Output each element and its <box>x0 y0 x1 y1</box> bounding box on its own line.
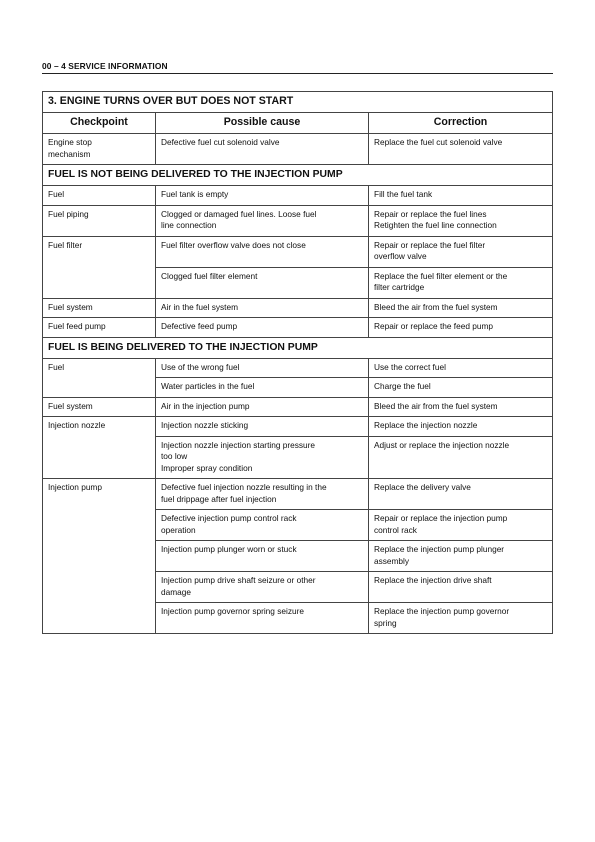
cause-cell: Injection pump drive shaft seizure or other damage <box>156 572 369 603</box>
table-row <box>43 479 553 510</box>
cause-cell: Injection pump governor spring seizure <box>156 603 369 634</box>
cause-cell: Defective fuel injection nozzle resulting in the fuel drippage after fuel injection <box>156 479 369 510</box>
column-header-row <box>43 113 553 134</box>
cause-cell: Fuel filter overflow valve does not close <box>156 236 369 267</box>
table-row <box>43 298 553 318</box>
correction-cell: Replace the fuel filter element or the filter cartridge <box>369 267 553 298</box>
correction-cell: Charge the fuel <box>369 378 553 398</box>
correction-cell: Use the correct fuel <box>369 358 553 378</box>
section-title: FUEL IS NOT BEING DELIVERED TO THE INJECTION PUMP <box>43 165 553 186</box>
cause-cell: Defective injection pump control rack operation <box>156 510 369 541</box>
checkpoint-cell: Engine stop mechanism <box>43 134 156 165</box>
cause-cell: Air in the injection pump <box>156 397 369 417</box>
checkpoint-cell: Fuel system <box>43 298 156 318</box>
column-header-correction: Correction <box>369 113 553 134</box>
checkpoint-cell: Injection nozzle <box>43 417 156 479</box>
table-row <box>43 417 553 437</box>
table-row <box>43 186 553 206</box>
cause-cell: Use of the wrong fuel <box>156 358 369 378</box>
cause-cell: Fuel tank is empty <box>156 186 369 206</box>
correction-cell: Replace the injection drive shaft <box>369 572 553 603</box>
correction-cell: Adjust or replace the injection nozzle <box>369 436 553 479</box>
correction-cell: Replace the injection pump plunger assembly <box>369 541 553 572</box>
section-header-row <box>43 337 553 358</box>
correction-cell: Repair or replace the fuel filter overflow valve <box>369 236 553 267</box>
troubleshooting-table <box>42 91 553 634</box>
section-title: FUEL IS BEING DELIVERED TO THE INJECTION PUMP <box>43 337 553 358</box>
column-header-cause: Possible cause <box>156 113 369 134</box>
correction-cell: Repair or replace the injection pump control rack <box>369 510 553 541</box>
table-row <box>43 236 553 267</box>
correction-cell: Replace the injection pump governor spring <box>369 603 553 634</box>
table-row <box>43 397 553 417</box>
table-title-row <box>43 92 553 113</box>
table-row <box>43 205 553 236</box>
checkpoint-cell: Fuel feed pump <box>43 318 156 338</box>
checkpoint-cell: Injection pump <box>43 479 156 634</box>
page-header-text: 00 – 4 SERVICE INFORMATION <box>42 61 168 71</box>
correction-cell: Replace the fuel cut solenoid valve <box>369 134 553 165</box>
cause-cell: Injection nozzle injection starting pressure too low Improper spray condition <box>156 436 369 479</box>
column-header-checkpoint: Checkpoint <box>43 113 156 134</box>
correction-cell: Repair or replace the feed pump <box>369 318 553 338</box>
checkpoint-cell: Fuel <box>43 358 156 397</box>
table-row <box>43 318 553 338</box>
correction-cell: Repair or replace the fuel lines Retighten the fuel line connection <box>369 205 553 236</box>
correction-cell: Bleed the air from the fuel system <box>369 397 553 417</box>
cause-cell: Defective feed pump <box>156 318 369 338</box>
checkpoint-cell: Fuel <box>43 186 156 206</box>
section-header-row <box>43 165 553 186</box>
correction-cell: Fill the fuel tank <box>369 186 553 206</box>
checkpoint-cell: Fuel filter <box>43 236 156 298</box>
correction-cell: Replace the injection nozzle <box>369 417 553 437</box>
table-row <box>43 358 553 378</box>
cause-cell: Clogged fuel filter element <box>156 267 369 298</box>
table-title: 3. ENGINE TURNS OVER BUT DOES NOT START <box>43 92 553 113</box>
page-header <box>42 61 553 74</box>
cause-cell: Water particles in the fuel <box>156 378 369 398</box>
cause-cell: Clogged or damaged fuel lines. Loose fuel line connection <box>156 205 369 236</box>
cause-cell: Air in the fuel system <box>156 298 369 318</box>
table-row <box>43 134 553 165</box>
cause-cell: Defective fuel cut solenoid valve <box>156 134 369 165</box>
checkpoint-cell: Fuel piping <box>43 205 156 236</box>
checkpoint-cell: Fuel system <box>43 397 156 417</box>
correction-cell: Bleed the air from the fuel system <box>369 298 553 318</box>
cause-cell: Injection nozzle sticking <box>156 417 369 437</box>
cause-cell: Injection pump plunger worn or stuck <box>156 541 369 572</box>
correction-cell: Replace the delivery valve <box>369 479 553 510</box>
